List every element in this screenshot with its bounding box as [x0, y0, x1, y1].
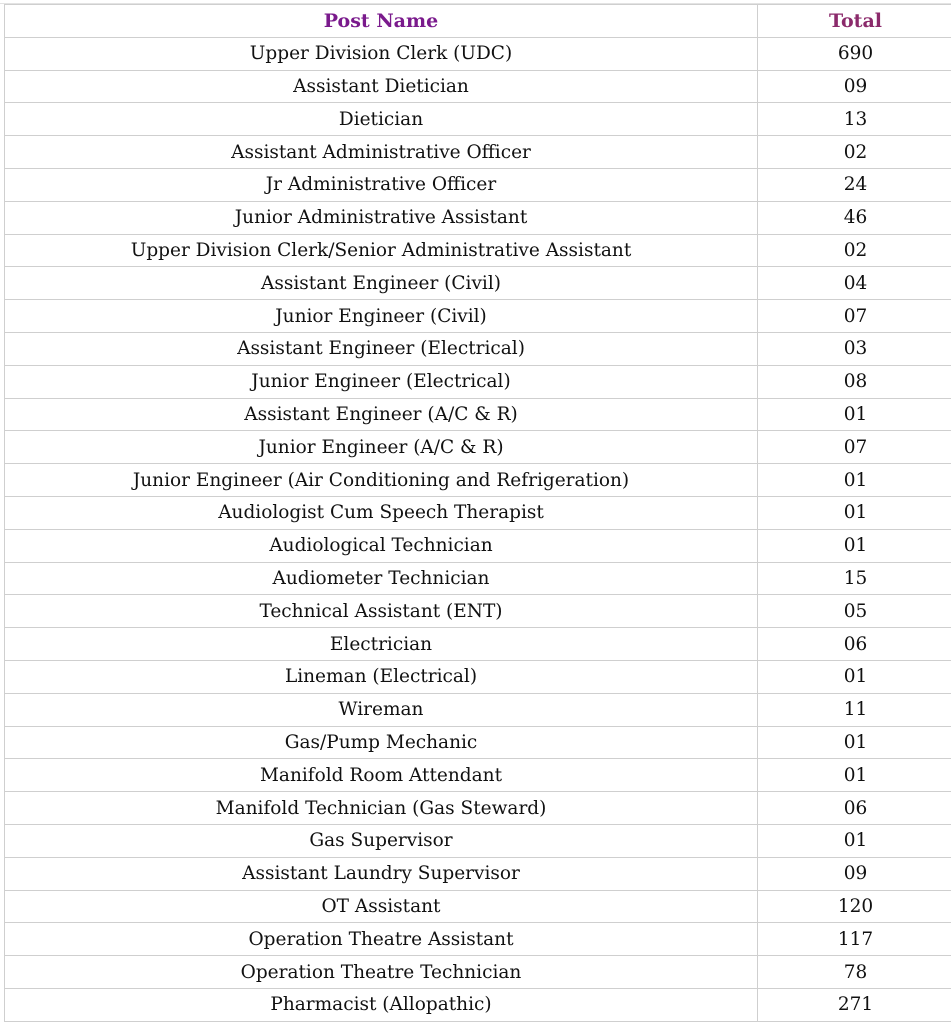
table-row: [5, 168, 951, 201]
post-name-cell: OT Assistant: [5, 890, 758, 923]
post-name-cell: Manifold Technician (Gas Steward): [5, 792, 758, 825]
table-row: [5, 365, 951, 398]
total-cell: 07: [758, 431, 951, 464]
post-name-cell: Junior Engineer (Air Conditioning and Refrigeration): [5, 464, 758, 497]
table-header-row: [5, 5, 951, 38]
post-name-cell: Upper Division Clerk (UDC): [5, 37, 758, 70]
total-cell: 01: [758, 496, 951, 529]
post-name-cell: Junior Engineer (Civil): [5, 300, 758, 333]
total-cell: 09: [758, 857, 951, 890]
post-name-cell: Assistant Engineer (Electrical): [5, 332, 758, 365]
total-cell: 06: [758, 628, 951, 661]
table-row: [5, 660, 951, 693]
post-name-cell: Pharmacist (Allopathic): [5, 988, 758, 1021]
table-row: [5, 70, 951, 103]
total-cell: 01: [758, 824, 951, 857]
table-row: [5, 923, 951, 956]
table-row: [5, 300, 951, 333]
post-name-cell: Electrician: [5, 628, 758, 661]
total-cell: 46: [758, 201, 951, 234]
post-name-cell: Jr Administrative Officer: [5, 168, 758, 201]
post-name-cell: Audiological Technician: [5, 529, 758, 562]
total-cell: 07: [758, 300, 951, 333]
post-name-cell: Wireman: [5, 693, 758, 726]
total-cell: 690: [758, 37, 951, 70]
post-name-cell: Assistant Engineer (Civil): [5, 267, 758, 300]
total-cell: 02: [758, 136, 951, 169]
total-cell: 117: [758, 923, 951, 956]
total-cell: 09: [758, 70, 951, 103]
post-name-cell: Audiometer Technician: [5, 562, 758, 595]
post-name-cell: Manifold Room Attendant: [5, 759, 758, 792]
table-row: [5, 267, 951, 300]
total-cell: 01: [758, 759, 951, 792]
table-row: [5, 759, 951, 792]
table-row: [5, 431, 951, 464]
total-cell: 08: [758, 365, 951, 398]
total-cell: 01: [758, 464, 951, 497]
table-row: [5, 103, 951, 136]
post-name-cell: Assistant Administrative Officer: [5, 136, 758, 169]
table-row: [5, 693, 951, 726]
total-cell: 01: [758, 660, 951, 693]
total-cell: 05: [758, 595, 951, 628]
column-header-total: Total: [758, 5, 951, 38]
post-name-cell: Junior Administrative Assistant: [5, 201, 758, 234]
table-row: [5, 562, 951, 595]
column-header-post-name: Post Name: [5, 5, 758, 38]
table-row: [5, 529, 951, 562]
table-row: [5, 234, 951, 267]
post-name-cell: Upper Division Clerk/Senior Administrative Assistant: [5, 234, 758, 267]
table-row: [5, 496, 951, 529]
table-row: [5, 628, 951, 661]
total-cell: 03: [758, 332, 951, 365]
table-row: [5, 988, 951, 1021]
total-cell: 01: [758, 726, 951, 759]
post-name-cell: Operation Theatre Technician: [5, 956, 758, 989]
post-name-cell: Assistant Engineer (A/C & R): [5, 398, 758, 431]
post-name-cell: Junior Engineer (A/C & R): [5, 431, 758, 464]
table-row: [5, 136, 951, 169]
post-name-cell: Assistant Laundry Supervisor: [5, 857, 758, 890]
post-name-cell: Operation Theatre Assistant: [5, 923, 758, 956]
post-name-cell: Technical Assistant (ENT): [5, 595, 758, 628]
table-row: [5, 726, 951, 759]
total-cell: 11: [758, 693, 951, 726]
table-row: [5, 201, 951, 234]
post-name-cell: Lineman (Electrical): [5, 660, 758, 693]
table-row: [5, 398, 951, 431]
total-cell: 271: [758, 988, 951, 1021]
table-row: [5, 857, 951, 890]
total-cell: 02: [758, 234, 951, 267]
post-name-cell: Gas Supervisor: [5, 824, 758, 857]
post-vacancy-table: [4, 4, 951, 1022]
total-cell: 04: [758, 267, 951, 300]
total-cell: 15: [758, 562, 951, 595]
total-cell: 06: [758, 792, 951, 825]
total-cell: 13: [758, 103, 951, 136]
table-row: [5, 890, 951, 923]
table-row: [5, 824, 951, 857]
table-row: [5, 792, 951, 825]
post-name-cell: Dietician: [5, 103, 758, 136]
table-row: [5, 332, 951, 365]
total-cell: 01: [758, 398, 951, 431]
table-row: [5, 956, 951, 989]
total-cell: 01: [758, 529, 951, 562]
table-body: [5, 37, 951, 1021]
post-name-cell: Junior Engineer (Electrical): [5, 365, 758, 398]
post-name-cell: Audiologist Cum Speech Therapist: [5, 496, 758, 529]
total-cell: 120: [758, 890, 951, 923]
table-row: [5, 595, 951, 628]
table-row: [5, 464, 951, 497]
total-cell: 24: [758, 168, 951, 201]
total-cell: 78: [758, 956, 951, 989]
table-row: [5, 37, 951, 70]
post-name-cell: Gas/Pump Mechanic: [5, 726, 758, 759]
post-name-cell: Assistant Dietician: [5, 70, 758, 103]
